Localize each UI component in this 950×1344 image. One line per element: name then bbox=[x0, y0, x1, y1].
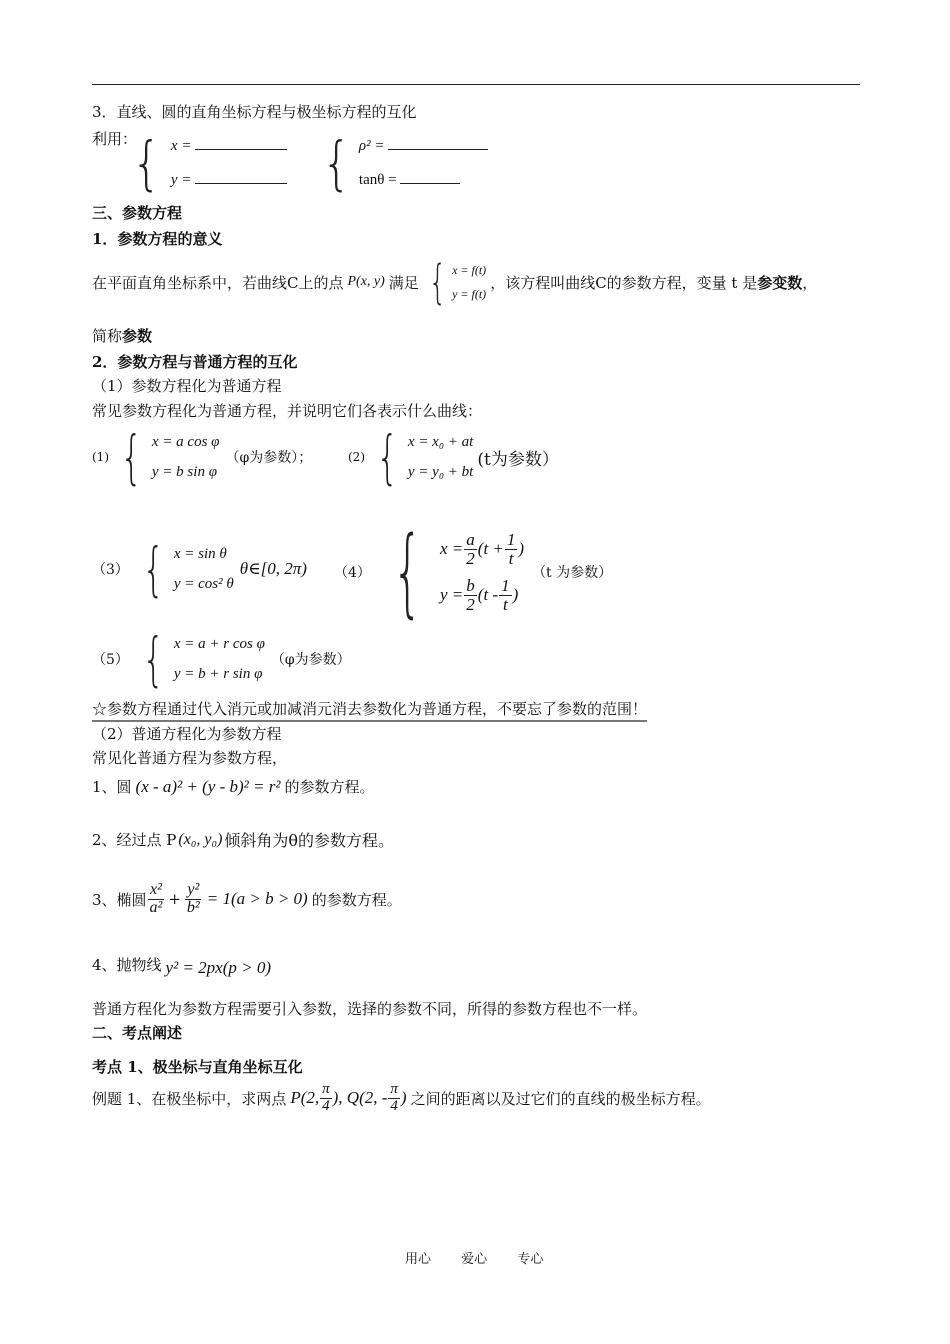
param-definition-line bbox=[92, 255, 818, 309]
sub1-heading: 1．参数方程的意义 bbox=[92, 230, 223, 248]
footer-item-1: 用心 bbox=[405, 1252, 432, 1267]
topic1-heading: 考点 1、极坐标与直角坐标互化 bbox=[92, 1058, 303, 1076]
eq1-y: y = b sin φ bbox=[151, 463, 217, 480]
eq3-note: θ∈[0, 2π) bbox=[239, 559, 307, 578]
example-text-a: 例题 1、在极坐标中，求两点 bbox=[92, 1089, 287, 1108]
eq5-label: （5） bbox=[92, 652, 129, 668]
conversion-system-right bbox=[318, 129, 488, 197]
def-text-bold: 参变数 bbox=[757, 273, 803, 292]
tip-line: ☆参数方程通过代入消元或加减消元消去参数化为普通方程，不要忘了参数的范围！ bbox=[92, 698, 647, 722]
item1-text-b: 的参数方程。 bbox=[284, 778, 375, 796]
eq4-x-frac2: $\frac{1}{t}$ bbox=[506, 529, 516, 568]
item3-text-b: 的参数方程。 bbox=[311, 890, 402, 909]
eq1-label: (1) bbox=[92, 450, 109, 464]
eq2-x: x = x₀ + at bbox=[407, 433, 474, 450]
footer-item-3: 专心 bbox=[517, 1252, 544, 1267]
use-label: 利用： bbox=[92, 130, 138, 148]
rho-squared: ρ² = bbox=[358, 138, 385, 154]
section3-heading: 3．直线、圆的直角坐标方程与极坐标方程的互化 bbox=[92, 103, 417, 121]
eq4-x-line: x = $\frac{a}{2}$ (t + $\frac{1}{t}$ ) bbox=[440, 529, 525, 568]
item1-eq: (x - a)² + (y - b)² = r² bbox=[135, 776, 281, 796]
top-rule bbox=[92, 84, 860, 85]
short-name-line bbox=[92, 325, 152, 346]
tan-blank bbox=[400, 171, 460, 184]
eq3-y: y = cos² θ bbox=[173, 575, 234, 592]
item3-text-a: 3、椭圆 bbox=[92, 890, 147, 909]
item2-eq: (x₀, y₀) bbox=[178, 830, 223, 848]
item4 bbox=[92, 950, 275, 978]
sub2-heading: 2．参数方程与普通方程的互化 bbox=[92, 353, 298, 371]
example-q: ), Q(2, - bbox=[332, 1088, 388, 1108]
summary-line: 普通方程化为参数方程需要引入参数，选择的参数不同，所得的参数方程也不一样。 bbox=[92, 1000, 648, 1018]
prompt-line: 常见参数方程化为普通方程，并说明它们各表示什么曲线： bbox=[92, 402, 483, 420]
eq2-label: (2) bbox=[348, 450, 365, 464]
example1 bbox=[92, 1082, 711, 1115]
sub2-1-heading: （1）参数方程化为普通方程 bbox=[92, 377, 282, 395]
item1 bbox=[92, 776, 374, 797]
item3: 3、椭圆 $\frac{\text{x²}}{\text{a²}}$ + $\frac{\text{y²}}{\text{b²}}$ = 1(a > b > 0) 的参数方程。 bbox=[92, 881, 402, 916]
def-text-a: 在平面直角坐标系中，若曲线C上的点 bbox=[92, 273, 344, 292]
item1-text-a: 1、圆 bbox=[92, 778, 132, 796]
eq4-y-frac2: $\frac{1}{t}$ bbox=[501, 575, 510, 614]
item2-text-b: 倾斜角为θ的参数方程。 bbox=[224, 831, 395, 850]
item3-eq: = 1(a > b > 0) bbox=[206, 889, 308, 909]
left-brace: { bbox=[131, 129, 162, 197]
sub2-2-heading: （2）普通方程化为参数方程 bbox=[92, 725, 282, 743]
item3-frac-y: $\frac{\text{y²}}{\text{b²}}$ bbox=[186, 881, 200, 916]
def-sys-y: y = f(t) bbox=[452, 286, 487, 301]
eq2-y: y = y₀ + bt bbox=[407, 463, 474, 480]
def-point: P(x, y) bbox=[347, 274, 385, 289]
footer bbox=[405, 1248, 543, 1267]
equation-4: （4） { x = $\frac{a}{2}$ (t + $\frac{1}{t}$ ) y = $\frac{b}{2}$ (t - $\frac{1}{t}$ ) （t 为参数） bbox=[334, 516, 613, 628]
tan-theta: tanθ = bbox=[358, 172, 397, 188]
eq4-x-frac: $\frac{a}{2}$ bbox=[466, 529, 475, 568]
def-text-c: ，该方程叫曲线C的参数方程，变量 t 是 bbox=[490, 273, 758, 292]
short-name-bold: 参数 bbox=[122, 327, 153, 345]
part3-heading: 三、参数方程 bbox=[92, 204, 183, 222]
eq4-y: y = bbox=[440, 585, 464, 604]
right-brace: { bbox=[321, 129, 352, 197]
example-frac-1: $\frac{\pi}{4}$ bbox=[322, 1081, 330, 1114]
x-equals: x = bbox=[170, 138, 192, 154]
example-text-b: 之间的距离以及过它们的直线的极坐标方程。 bbox=[410, 1089, 711, 1108]
item3-frac-x: $\frac{\text{x²}}{\text{a²}}$ bbox=[149, 881, 163, 916]
eq4-y-frac: $\frac{b}{2}$ bbox=[466, 575, 475, 614]
example-frac-2: $\frac{\pi}{4}$ bbox=[390, 1081, 398, 1114]
eq4-note: （t 为参数） bbox=[532, 565, 613, 581]
rho-blank bbox=[388, 137, 488, 150]
x-blank bbox=[195, 137, 287, 150]
eq5-y: y = b + r sin φ bbox=[173, 665, 263, 682]
def-text-b: 满足 bbox=[388, 273, 419, 292]
def-text-d: ， bbox=[802, 273, 818, 292]
eq3-x: x = sin θ bbox=[173, 545, 227, 562]
def-system: { x = f(t) y = f(t) bbox=[428, 255, 487, 309]
eq1-note: （φ为参数）； bbox=[225, 450, 313, 466]
item4-text-a: 4、抛物线 bbox=[92, 955, 162, 974]
eq2-note: (t为参数） bbox=[477, 449, 559, 470]
def-sys-x: x = f(t) bbox=[452, 262, 487, 277]
equation-5: （5） { x = a + r cos φ y = b + r sin φ （φ为参数） bbox=[92, 625, 351, 693]
part2-heading: 二、考点阐述 bbox=[92, 1024, 183, 1042]
equation-3: （3） { x = sin θ y = cos² θ θ∈[0, 2π) bbox=[92, 535, 307, 603]
prompt2-line: 常见化普通方程为参数方程， bbox=[92, 749, 288, 767]
short-name-text: 简称 bbox=[92, 327, 123, 345]
eq1-x: x = a cos φ bbox=[151, 433, 220, 450]
eq5-x: x = a + r cos φ bbox=[173, 635, 265, 652]
eq4-y-line: y = $\frac{b}{2}$ (t - $\frac{1}{t}$ ) bbox=[440, 575, 519, 614]
eq4-x: x = bbox=[440, 539, 464, 558]
example-end: ) bbox=[400, 1088, 407, 1108]
equation-1: (1) { x = a cos φ y = b sin φ （φ为参数）； bbox=[92, 423, 313, 491]
eq5-note: （φ为参数） bbox=[270, 652, 351, 668]
y-equals: y = bbox=[170, 172, 192, 188]
item2 bbox=[92, 828, 394, 851]
conversion-system-left bbox=[128, 129, 287, 197]
item2-text-a: 2、经过点 P bbox=[92, 831, 177, 849]
equation-2: (2) { x = x₀ + at y = y₀ + bt (t为参数） bbox=[348, 423, 559, 491]
eq3-label: （3） bbox=[92, 562, 129, 578]
y-blank bbox=[195, 171, 287, 184]
eq4-label: （4） bbox=[334, 565, 371, 581]
footer-item-2: 爱心 bbox=[461, 1252, 488, 1267]
item4-eq: y² = 2px(p > 0) bbox=[165, 958, 271, 977]
example-p: P(2, bbox=[290, 1088, 320, 1108]
